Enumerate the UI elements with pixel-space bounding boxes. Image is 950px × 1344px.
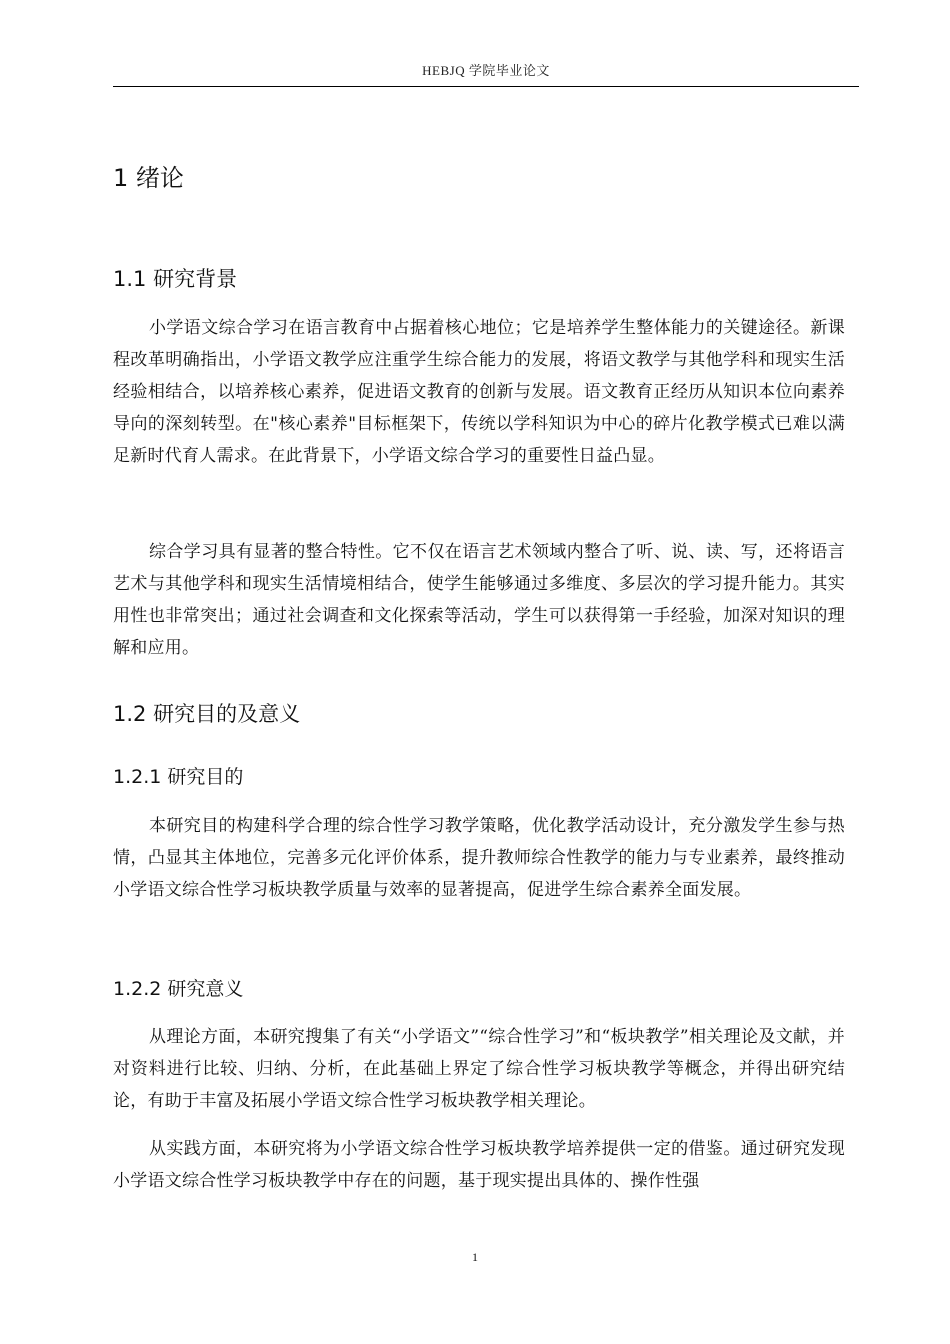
page-number: 1 — [472, 1250, 478, 1264]
paragraph: 从实践方面，本研究将为小学语文综合性学习板块教学培养提供一定的借鉴。通过研究发现小学语文综合性学习板块教学中存在的问题，基于现实提出具体的、操作性强 — [113, 1139, 845, 1191]
paragraph: 本研究目的构建科学合理的综合性学习教学策略，优化教学活动设计，充分激发学生参与热情，凸显其主体地位，完善多元化评价体系，提升教师综合性教学的能力与专业素养，最终推动小学语文综合性学习板块教学质量与效率的显著提高，促进学生综合素养全面发展。 — [113, 816, 845, 900]
header-divider — [113, 86, 859, 87]
section-heading-1-2-1: 1.2.1 研究目的 — [113, 766, 244, 788]
paragraph: 综合学习具有显著的整合特性。它不仅在语言艺术领域内整合了听、说、读、写，还将语言艺术与其他学科和现实生活情境相结合，使学生能够通过多维度、多层次的学习提升能力。其实用性也非常突出；通过社会调查和文化探索等活动，学生可以获得第一手经验，加深对知识的理解和应用。 — [113, 542, 845, 658]
section-heading-1-2-2: 1.2.2 研究意义 — [113, 978, 244, 1000]
page-header: HEBJQ 学院毕业论文 — [422, 63, 550, 78]
section-heading-1-1: 1.1 研究背景 — [113, 267, 238, 291]
chapter-title: 1 绪论 — [113, 164, 184, 192]
section-heading-1-2: 1.2 研究目的及意义 — [113, 702, 301, 726]
paragraph: 从理论方面，本研究搜集了有关“小学语文”“综合性学习”和“板块教学”相关理论及文献，并对资料进行比较、归纳、分析，在此基础上界定了综合性学习板块教学等概念，并得出研究结论，有助于丰富及拓展小学语文综合性学习板块教学相关理论。 — [113, 1027, 845, 1111]
paragraph: 小学语文综合学习在语言教育中占据着核心地位；它是培养学生整体能力的关键途径。新课程改革明确指出，小学语文教学应注重学生综合能力的发展，将语文教学与其他学科和现实生活经验相结合，以培养核心素养，促进语文教育的创新与发展。语文教育正经历从知识本位向素养导向的深刻转型。在"核心素养"目标框架下，传统以学科知识为中心的碎片化教学模式已难以满足新时代育人需求。在此背景下，小学语文综合学习的重要性日益凸显。 — [113, 318, 845, 466]
